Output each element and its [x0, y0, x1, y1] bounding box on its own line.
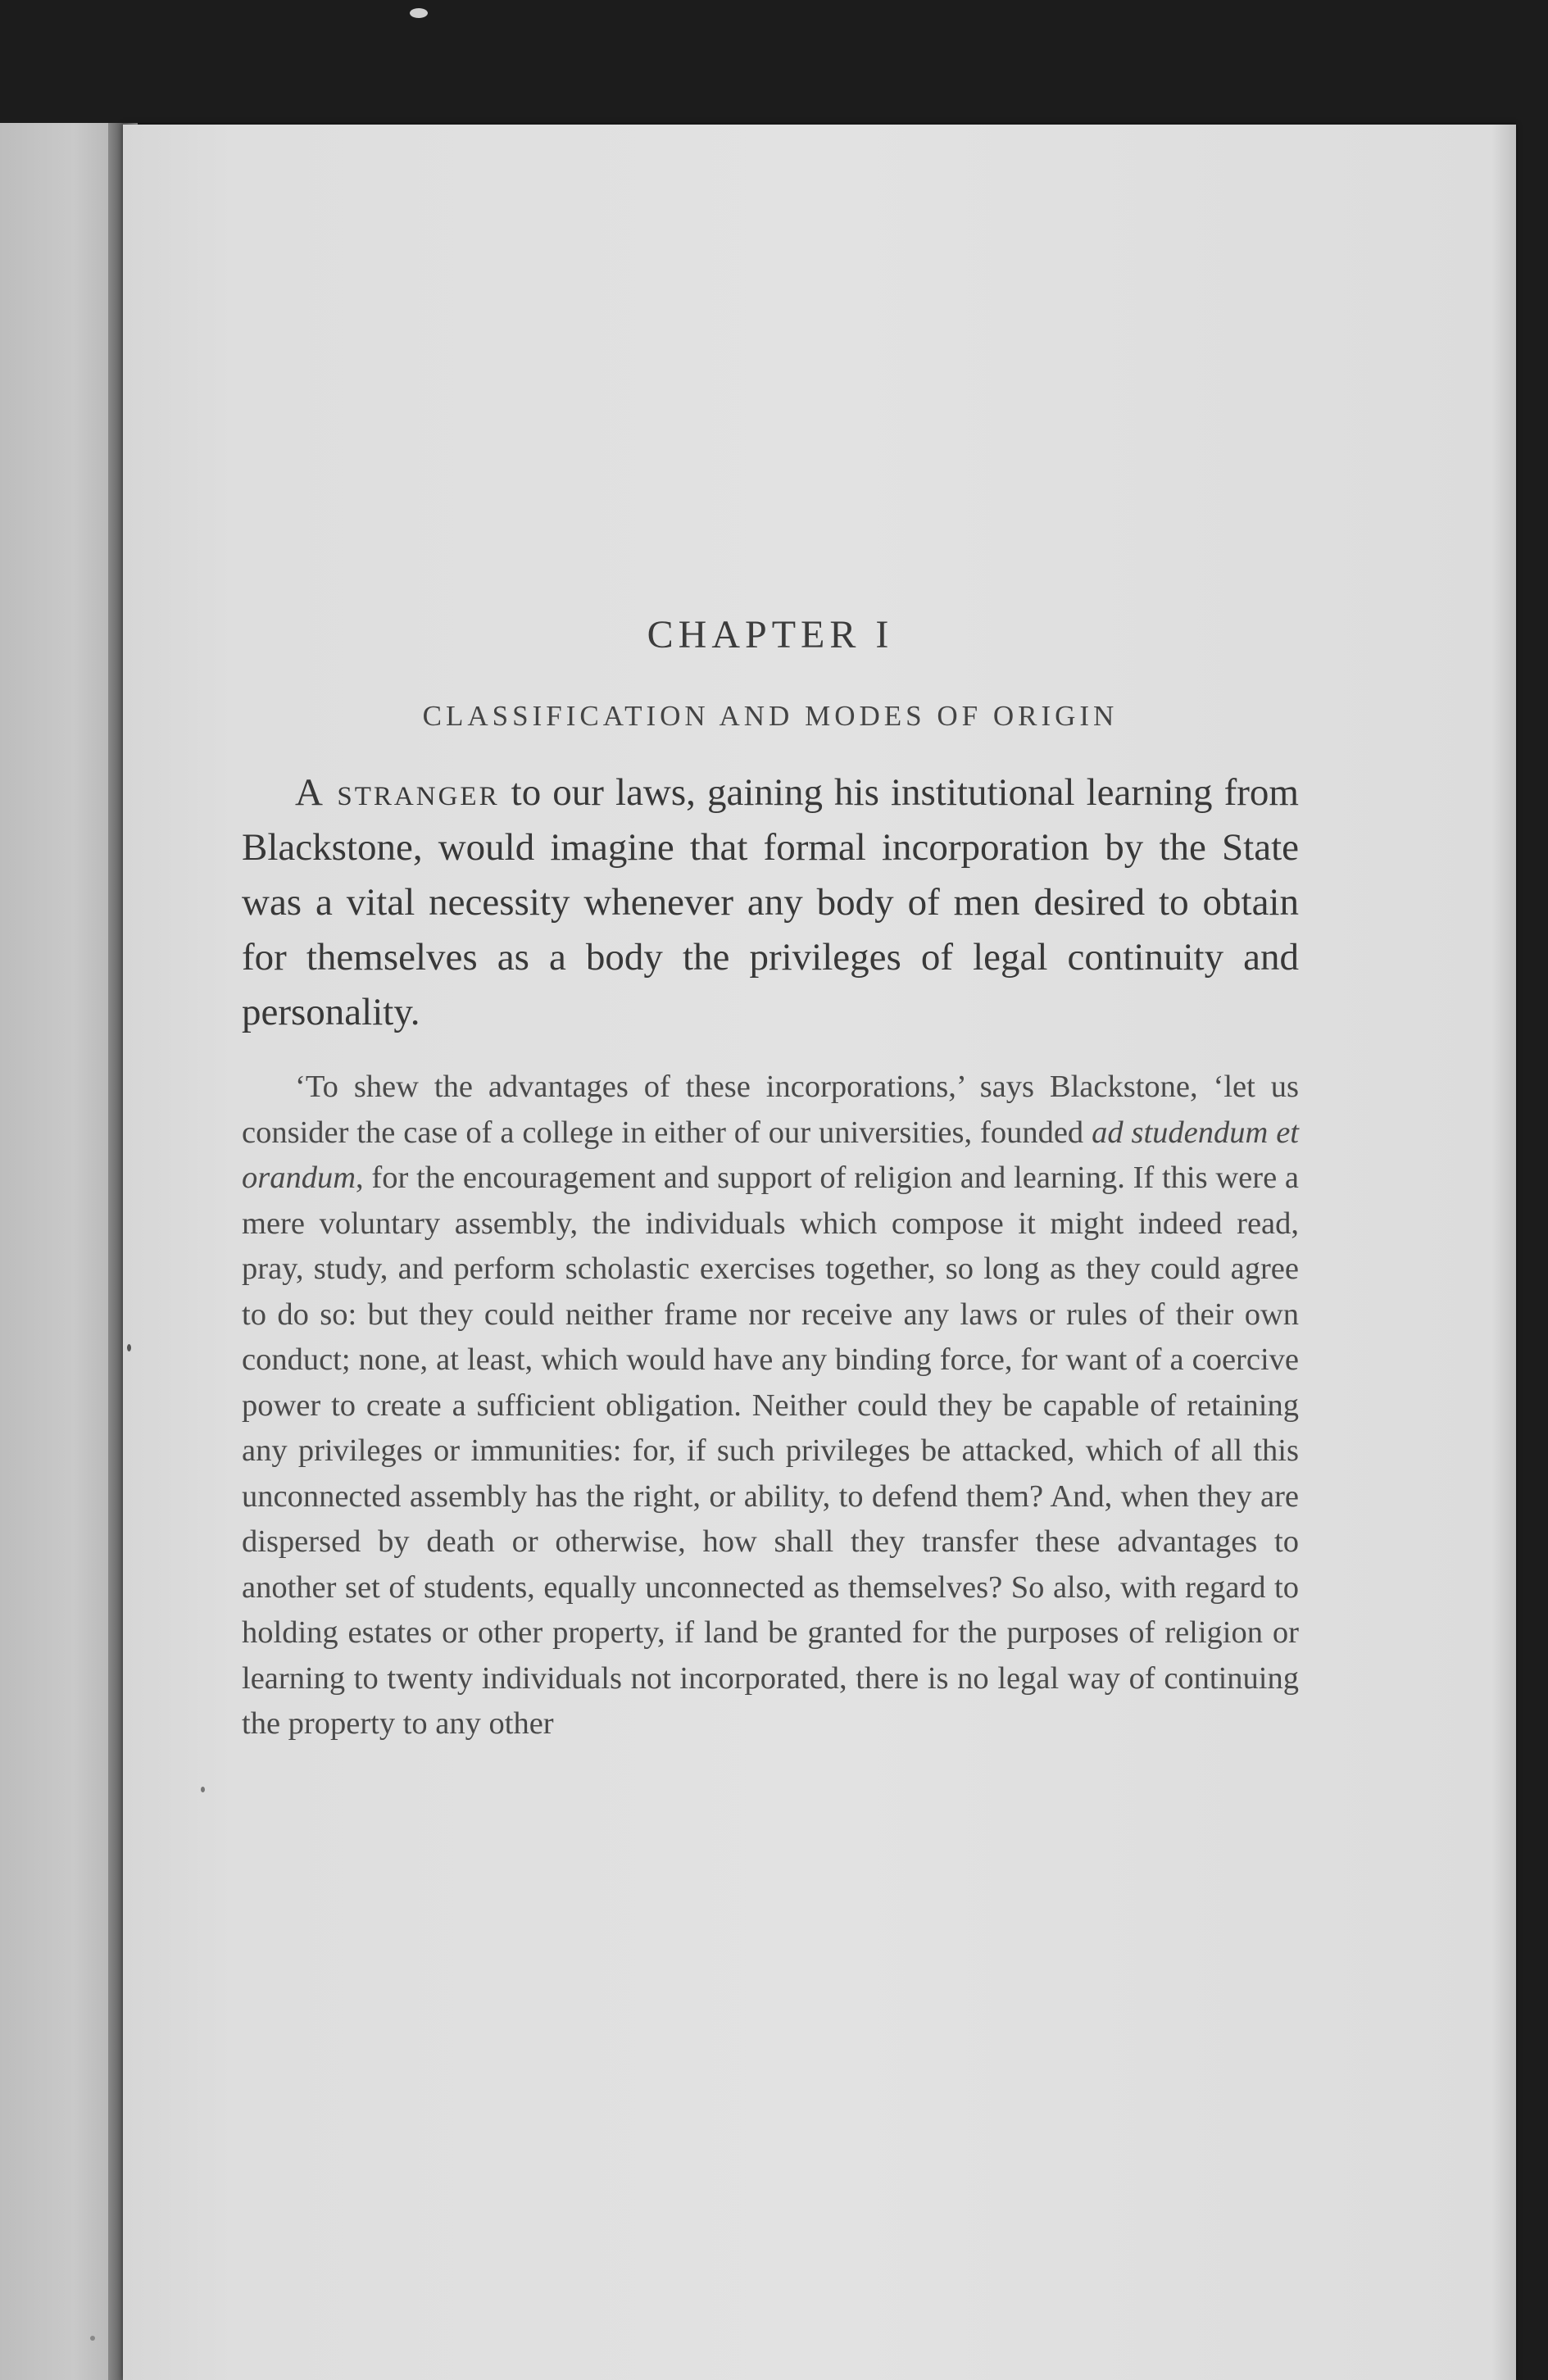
scan-speck	[201, 1787, 205, 1792]
quotation-text-part1: ‘To shew the advantages of these incorporations,’ says Blackstone, ‘let us consider the case of a college in either of our universities, founded	[242, 1070, 1299, 1150]
opening-paragraph-text: to our laws, gaining his institutional learning from Blackstone, would imagine that formal incorporation by the State was a vital necessity whenever any body of men desired to obtain for themselves as a body the privileges of legal continuity and personality.	[242, 771, 1299, 1033]
scan-speck	[127, 1344, 131, 1351]
page-text-block	[242, 612, 1299, 1747]
quotation-text-part2: , for the encouragement and support of religion and learning. If this were a mere voluntary assembly, the individuals which compose it might indeed read, pray, study, and perform scholastic exercises together, so long as they could agree to do so: but they could neither frame nor receive any laws or rules of their own conduct; none, at least, which would have any binding force, for want of a coercive power to create a sufficient obligation. Neither could they be capable of retaining any privileges or immunities: for, if such privileges be attacked, which of all this unconnected assembly has the right, or ability, to defend them? And, when they are dispersed by death or otherwise, how shall they transfer these advantages to another set of students, equally unconnected as themselves? So also, with regard to holding estates or other property, if land be granted for the purposes of religion or learning to twenty individuals not incorporated, there is no legal way of continuing the property to any other	[242, 1160, 1299, 1741]
opening-paragraph	[242, 765, 1299, 1040]
chapter-title: CHAPTER I	[647, 613, 894, 656]
chapter-subtitle: CLASSIFICATION AND MODES OF ORIGIN	[422, 700, 1119, 732]
scan-speck	[90, 2336, 95, 2341]
opening-small-caps: A stranger	[295, 771, 500, 814]
scan-speck	[410, 8, 428, 18]
book-page	[123, 125, 1516, 2380]
previous-page-edge	[0, 123, 123, 2380]
blackstone-quotation	[242, 1065, 1299, 1747]
quotation-latin-phrase: ad studendum et orandum	[242, 1115, 1299, 1195]
page-edge-shadow	[1491, 125, 1516, 2380]
